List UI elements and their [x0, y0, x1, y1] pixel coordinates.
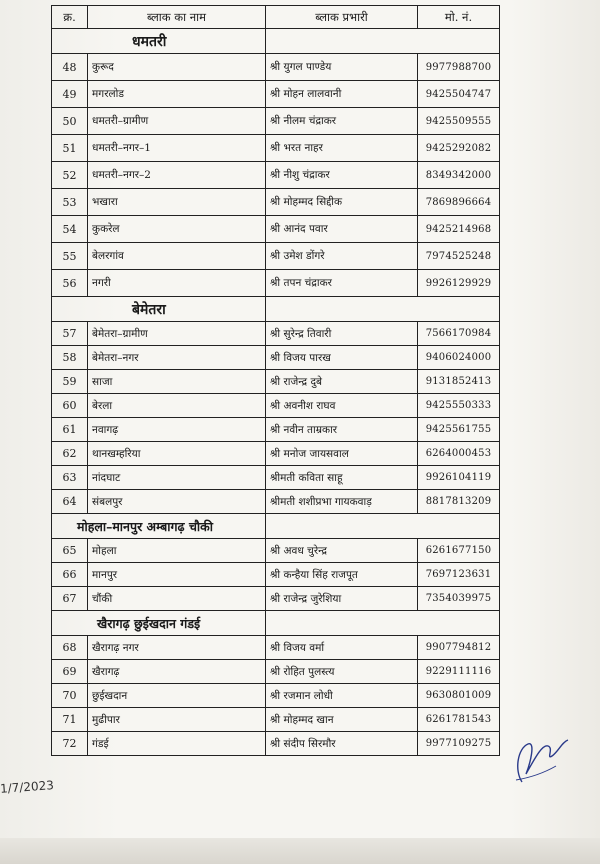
incharge-cell: श्री राजेन्द्र जुरेशिया	[266, 587, 418, 611]
serial-cell: 64	[52, 490, 88, 514]
section-blank-cell	[266, 29, 500, 54]
block-name-cell: खैरागढ़	[88, 660, 266, 684]
table-row	[52, 108, 500, 135]
mobile-cell: 9425292082	[418, 135, 500, 162]
incharge-cell: श्री कन्हैया सिंह राजपूत	[266, 563, 418, 587]
block-name-cell: खैरागढ़ नगर	[88, 636, 266, 660]
table-row	[52, 162, 500, 189]
table-row	[52, 370, 500, 394]
mobile-cell: 9425509555	[418, 108, 500, 135]
table-row	[52, 418, 500, 442]
block-name-cell: बेमेतरा–ग्रामीण	[88, 322, 266, 346]
table-row	[52, 587, 500, 611]
serial-cell: 62	[52, 442, 88, 466]
mobile-cell: 9406024000	[418, 346, 500, 370]
table-body	[52, 29, 500, 756]
serial-cell: 51	[52, 135, 88, 162]
table-header-row	[52, 6, 500, 29]
incharge-cell: श्रीमती कविता साहू	[266, 466, 418, 490]
serial-cell: 69	[52, 660, 88, 684]
section-blank-cell	[266, 297, 500, 322]
incharge-cell: श्री विजय वर्मा	[266, 636, 418, 660]
table-row	[52, 660, 500, 684]
block-name-cell: मोहला	[88, 539, 266, 563]
block-name-cell: धमतरी–नगर–2	[88, 162, 266, 189]
mobile-cell: 7566170984	[418, 322, 500, 346]
section-blank-cell	[266, 514, 500, 539]
serial-cell: 71	[52, 708, 88, 732]
district-title: मोहला–मानपुर अम्बागढ़ चौकी	[52, 514, 266, 539]
header-block-name: ब्लाक का नाम	[88, 6, 266, 29]
block-name-cell: गंडई	[88, 732, 266, 756]
block-name-cell: मगरलोड	[88, 81, 266, 108]
incharge-cell: श्री युगल पाण्डेय	[266, 54, 418, 81]
serial-cell: 59	[52, 370, 88, 394]
block-name-cell: बेलरगांव	[88, 243, 266, 270]
table-row	[52, 684, 500, 708]
incharge-cell: श्री मनोज जायसवाल	[266, 442, 418, 466]
mobile-cell: 7354039975	[418, 587, 500, 611]
header-mobile: मो. नं.	[418, 6, 500, 29]
serial-cell: 61	[52, 418, 88, 442]
block-name-cell: संबलपुर	[88, 490, 266, 514]
serial-cell: 68	[52, 636, 88, 660]
serial-cell: 54	[52, 216, 88, 243]
serial-cell: 55	[52, 243, 88, 270]
table-row	[52, 442, 500, 466]
mobile-cell: 9131852413	[418, 370, 500, 394]
block-name-cell: बेरला	[88, 394, 266, 418]
table-row	[52, 135, 500, 162]
table-row	[52, 81, 500, 108]
mobile-cell: 7974525248	[418, 243, 500, 270]
serial-cell: 67	[52, 587, 88, 611]
table-row	[52, 636, 500, 660]
table-row	[52, 243, 500, 270]
incharge-cell: श्री मोहन लालवानी	[266, 81, 418, 108]
mobile-cell: 9229111116	[418, 660, 500, 684]
block-name-cell: नांदघाट	[88, 466, 266, 490]
header-block-incharge: ब्लाक प्रभारी	[266, 6, 418, 29]
mobile-cell: 9926104119	[418, 466, 500, 490]
mobile-cell: 9926129929	[418, 270, 500, 297]
incharge-cell: श्री रजमान लोधी	[266, 684, 418, 708]
table-row	[52, 563, 500, 587]
mobile-cell: 8349342000	[418, 162, 500, 189]
serial-cell: 60	[52, 394, 88, 418]
table-row	[52, 189, 500, 216]
signature	[508, 730, 578, 790]
mobile-cell: 6261781543	[418, 708, 500, 732]
serial-cell: 56	[52, 270, 88, 297]
block-name-cell: भखारा	[88, 189, 266, 216]
mobile-cell: 6264000453	[418, 442, 500, 466]
mobile-cell: 6261677150	[418, 539, 500, 563]
incharge-cell: श्री मोहम्मद खान	[266, 708, 418, 732]
serial-cell: 49	[52, 81, 88, 108]
mobile-cell: 9425561755	[418, 418, 500, 442]
mobile-cell: 8817813209	[418, 490, 500, 514]
serial-cell: 57	[52, 322, 88, 346]
block-name-cell: थानखम्हरिया	[88, 442, 266, 466]
incharge-cell: श्री अवनीश राघव	[266, 394, 418, 418]
incharge-cell: श्री नवीन ताम्रकार	[266, 418, 418, 442]
incharge-cell: श्री मोहम्मद सिद्दीक	[266, 189, 418, 216]
incharge-cell: श्री आनंद पवार	[266, 216, 418, 243]
date-mark: 1/7/2023	[0, 778, 55, 796]
mobile-cell: 9425550333	[418, 394, 500, 418]
section-header-row	[52, 611, 500, 636]
mobile-cell: 9425504747	[418, 81, 500, 108]
block-name-cell: कुकरेल	[88, 216, 266, 243]
incharge-cell: श्री अवध चुरेन्द्र	[266, 539, 418, 563]
serial-cell: 65	[52, 539, 88, 563]
serial-cell: 63	[52, 466, 88, 490]
incharge-cell: श्री उमेश डोंगरे	[266, 243, 418, 270]
incharge-cell: श्री रोहित पुलस्त्य	[266, 660, 418, 684]
mobile-cell: 9630801009	[418, 684, 500, 708]
table-row	[52, 708, 500, 732]
incharge-cell: श्री नीलम चंद्राकर	[266, 108, 418, 135]
section-blank-cell	[266, 611, 500, 636]
block-name-cell: छुईखदान	[88, 684, 266, 708]
header-serial: क्र.	[52, 6, 88, 29]
incharge-cell: श्री सुरेन्द्र तिवारी	[266, 322, 418, 346]
table-row	[52, 216, 500, 243]
serial-cell: 58	[52, 346, 88, 370]
incharge-cell: श्री भरत नाहर	[266, 135, 418, 162]
incharge-cell: श्रीमती शशीप्रभा गायकवाड़	[266, 490, 418, 514]
incharge-cell: श्री विजय पारख	[266, 346, 418, 370]
district-title: खैरागढ़ छुईखदान गंडई	[52, 611, 266, 636]
district-title: धमतरी	[52, 29, 266, 54]
table-row	[52, 322, 500, 346]
serial-cell: 53	[52, 189, 88, 216]
serial-cell: 52	[52, 162, 88, 189]
table-row	[52, 54, 500, 81]
serial-cell: 48	[52, 54, 88, 81]
table-row	[52, 270, 500, 297]
mobile-cell: 9907794812	[418, 636, 500, 660]
page-edge	[0, 838, 600, 864]
mobile-cell: 9977109275	[418, 732, 500, 756]
table-row	[52, 466, 500, 490]
block-incharge-table	[51, 5, 500, 756]
incharge-cell: श्री तपन चंद्राकर	[266, 270, 418, 297]
block-name-cell: बेमेतरा–नगर	[88, 346, 266, 370]
incharge-cell: श्री राजेन्द्र दुबे	[266, 370, 418, 394]
mobile-cell: 7869896664	[418, 189, 500, 216]
section-header-row	[52, 297, 500, 322]
block-name-cell: नगरी	[88, 270, 266, 297]
serial-cell: 66	[52, 563, 88, 587]
mobile-cell: 7697123631	[418, 563, 500, 587]
serial-cell: 50	[52, 108, 88, 135]
district-title: बेमेतरा	[52, 297, 266, 322]
block-name-cell: मानपुर	[88, 563, 266, 587]
table-row	[52, 490, 500, 514]
mobile-cell: 9425214968	[418, 216, 500, 243]
block-name-cell: धमतरी–ग्रामीण	[88, 108, 266, 135]
section-header-row	[52, 29, 500, 54]
block-name-cell: कुरूद	[88, 54, 266, 81]
serial-cell: 70	[52, 684, 88, 708]
table-row	[52, 732, 500, 756]
block-name-cell: धमतरी–नगर–1	[88, 135, 266, 162]
mobile-cell: 9977988700	[418, 54, 500, 81]
table-row	[52, 539, 500, 563]
block-name-cell: मुढीपार	[88, 708, 266, 732]
block-name-cell: चौंकी	[88, 587, 266, 611]
block-name-cell: नवागढ़	[88, 418, 266, 442]
incharge-cell: श्री नीशु चंद्राकर	[266, 162, 418, 189]
table-row	[52, 394, 500, 418]
table-row	[52, 346, 500, 370]
incharge-cell: श्री संदीप सिरमौर	[266, 732, 418, 756]
section-header-row	[52, 514, 500, 539]
serial-cell: 72	[52, 732, 88, 756]
block-name-cell: साजा	[88, 370, 266, 394]
